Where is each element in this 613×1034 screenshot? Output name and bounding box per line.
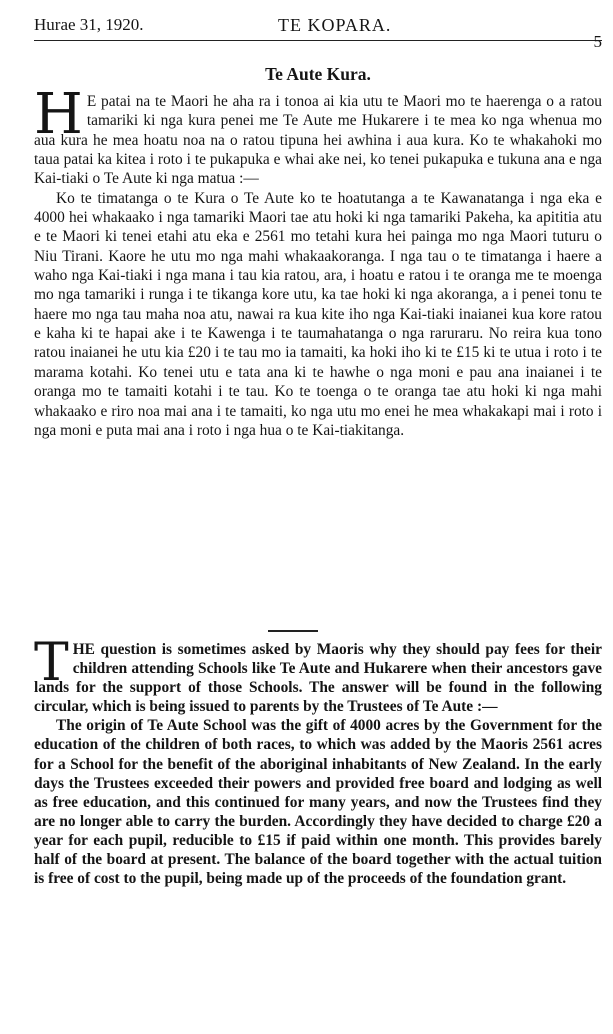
english-paragraph-2: The origin of Te Aute School was the gift of 4000 acres by the Government for the education of the children of both races, to which was added by the Maoris 2561 acres for a School for the benefit of the aboriginal inhabitants of New Zealand. In the early days the Trustees exceeded their powers and provided free board and lodging as well as free education, and this continued for many years, and now the Trustees find they are no longer able to carry the burden. Accordingly they have decided to charge £20 a year for each pupil, reducible to £15 if paid within one month. This provides barely half of the board at present. The balance of the board together with the actual tuition is free of cost to the pupil, being made up of the proceeds of the foundation grant. <box>34 717 602 888</box>
english-paragraph-1 <box>34 633 602 716</box>
english-dropcap: T <box>34 633 69 693</box>
maori-paragraph-1-text: E patai na te Maori he aha ra i tonoa ai kia utu te Maori mo te haerenga o a ratou tamariki ki nga kura penei me Te Aute me Hukarere i te mea ko nga whenua mo aua kura he mea hoatu noa na o ratou tipuna hei awhina i aua kura. Ko te whakahoki mo taua patai ka kitea i roto i te pukapuka e whai ake nei, ko tenei pukapuka e tukuna ana e nga Kai-tiaki o Te Aute ki nga matua :— <box>34 93 602 188</box>
publication-title: TE KOPARA. <box>278 15 392 35</box>
maori-dropcap: H <box>34 82 83 147</box>
issue-date: Hurae 31, 1920. <box>34 15 144 34</box>
english-article-body <box>34 633 602 888</box>
maori-article-body <box>34 82 602 440</box>
maori-article-title: Te Aute Kura. <box>265 64 371 84</box>
english-paragraph-1-text: HE question is sometimes asked by Maoris why they should pay fees for their children attending Schools like Te Aute and Hukarere when their ancestors gave lands for the support of those Schools. The answer will be found in the following circular, which is being issued to parents by the Trustees of Te Aute :— <box>34 641 602 716</box>
page-number: 5 <box>593 32 602 51</box>
section-divider <box>268 630 318 632</box>
maori-paragraph-2: Ko te timatanga o te Kura o Te Aute ko te hoatutanga a te Kawanatanga i nga eka e 4000 hei whakaako i nga tamariki Maori tae atu hoki ki nga tamariki Pakeha, ka apititia atu e te Maori ki tenei etahi atu eka e 2561 mo tetahi kura hei painga mo nga Maori tuturu o Niu Tirani. Kaore he utu mo nga mahi whakaakoranga. I nga tau o te timatanga i haere a waho nga Kai-tiaki i nga mana i tau kia ratou, ara, i hoatu e ratou i te oranga me te moenga mo nga tamariki i runga i te tikanga kore utu, ka tae hoki ki nga akoranga, a i penei tonu te haere mo nga tau maha noa atu, nawai ra kua kite iho nga Kai-tiaki inaianei kua kore ratou e kaha ki te hapai ake i te Kawenga i te taumahatanga o nga raruraru. No reira kua tono ratou inaianei he utu kia £20 i te tau mo ia tamaiti, ka hoki iho ki te £15 ki te utua i roto i te marama kotahi. Ko tenei utu e tata ana ki te hawhe o nga moni e pau ana inaianei i te oranga mo te tamaiti kotahi i te tau. Ko te toenga o te oranga tae atu hoki ki nga mahi whakaako e riro noa mai ana i te tamaiti, ko nga utu mo enei he mea whakakapi mai i roto i nga moni e puta mai ana i roto i nga hua o te Kai-tiakitanga. <box>34 189 602 439</box>
page-header <box>34 8 602 51</box>
maori-paragraph-1 <box>34 82 602 189</box>
